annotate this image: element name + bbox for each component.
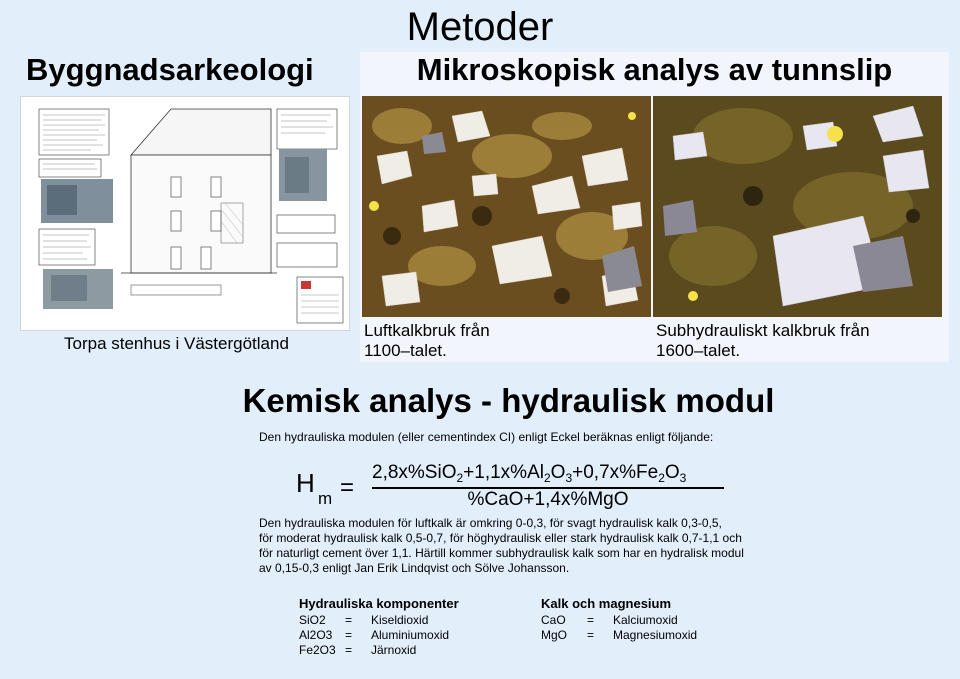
thin-section-image-subhydraulic-lime — [653, 96, 942, 317]
glossary-name: Järnoxid — [371, 643, 417, 657]
glossary-equals: = — [345, 643, 353, 657]
glossary-row — [541, 628, 697, 643]
caption-right-line-2: 1600–talet. — [656, 341, 741, 360]
hydraulic-components-heading: Hydrauliska komponenter — [299, 596, 459, 611]
thin-section-caption-left — [364, 321, 490, 361]
glossary-name: Aluminiumoxid — [371, 628, 450, 642]
section-title-microscopy: Mikroskopisk analys av tunnslip — [416, 52, 893, 87]
caption-left-line-2: 1100–talet. — [364, 341, 447, 360]
glossary-equals: = — [345, 628, 353, 642]
num-sub-4: 2 — [658, 471, 665, 485]
formula-numerator — [372, 461, 686, 490]
glossary-row — [299, 613, 459, 628]
paragraph-line: för moderat hydraulisk kalk 0,5-0,7, för höghydraulisk eller stark hydraulisk kalk 0,7-1,1 och — [259, 531, 742, 545]
glossary-name: Kiseldioxid — [371, 613, 429, 627]
architectural-drawing-image — [20, 96, 350, 331]
lime-magnesium-heading: Kalk och magnesium — [541, 596, 672, 611]
num-term-2: +1,1x%Al — [463, 462, 544, 483]
num-term-1: 2,8x%SiO — [372, 462, 457, 483]
glossary-formula: SiO2 — [299, 613, 326, 627]
paragraph-line: för naturligt cement över 1,1. Härtill kommer subhydraulisk kalk som har en hydralisk modul — [259, 546, 744, 560]
num-term-5: O — [664, 462, 680, 483]
chemistry-section-title: Kemisk analys - hydraulisk modul — [242, 382, 775, 419]
caption-right-line-1: Subhydrauliskt kalkbruk från — [656, 321, 870, 340]
hydraulic-components-table — [299, 596, 459, 658]
drawing-caption: Torpa stenhus i Västergötland — [64, 334, 289, 353]
glossary-formula: CaO — [541, 613, 566, 627]
glossary-formula: Al2O3 — [299, 628, 333, 642]
glossary-row — [299, 643, 459, 658]
section-title-building-archaeology: Byggnadsarkeologi — [26, 52, 314, 87]
thin-section-caption-right — [656, 321, 870, 361]
num-sub-5: 3 — [679, 471, 687, 485]
thin-section-image-air-lime — [362, 96, 651, 317]
thin-section-graphic-left — [362, 96, 651, 317]
glossary-name: Magnesiumoxid — [613, 628, 698, 642]
formula-denominator: %CaO+1,4x%MgO — [467, 489, 629, 510]
hydraulic-modulus-paragraph — [259, 516, 779, 576]
num-sub-1: 2 — [456, 471, 464, 485]
formula-equals: = — [340, 474, 355, 501]
glossary-row — [299, 628, 459, 643]
num-sub-2: 2 — [543, 471, 551, 485]
formula-lhs: H — [296, 468, 315, 498]
glossary-row — [541, 613, 697, 628]
lime-magnesium-table — [541, 596, 697, 643]
glossary-equals: = — [587, 613, 595, 627]
num-term-4: +0,7x%Fe — [572, 462, 659, 483]
paragraph-line: Den hydrauliska modulen för luftkalk är omkring 0-0,3, för svagt hydraulisk kalk 0,3-0,5, — [259, 516, 722, 530]
glossary-formula: MgO — [541, 628, 568, 642]
glossary-name: Kalciumoxid — [613, 613, 678, 627]
drawing-graphic — [21, 97, 349, 330]
paragraph-line: av 0,15-0,3 enligt Jan Erik Lindqvist och Sölve Johansson. — [259, 561, 570, 575]
formula-lhs-subscript: m — [318, 489, 333, 508]
formula-intro-text: Den hydrauliska modulen (eller cementindex CI) enligt Eckel beräknas enligt följande: — [259, 430, 714, 444]
main-title: Metoder — [406, 5, 554, 49]
glossary-equals: = — [587, 628, 595, 642]
caption-left-line-1: Luftkalkbruk från — [364, 321, 490, 340]
glossary-equals: = — [345, 613, 353, 627]
num-sub-3: 3 — [565, 471, 573, 485]
thin-section-graphic-right — [653, 96, 942, 317]
num-term-3: O — [550, 462, 566, 483]
glossary-formula: Fe2O3 — [299, 643, 336, 657]
